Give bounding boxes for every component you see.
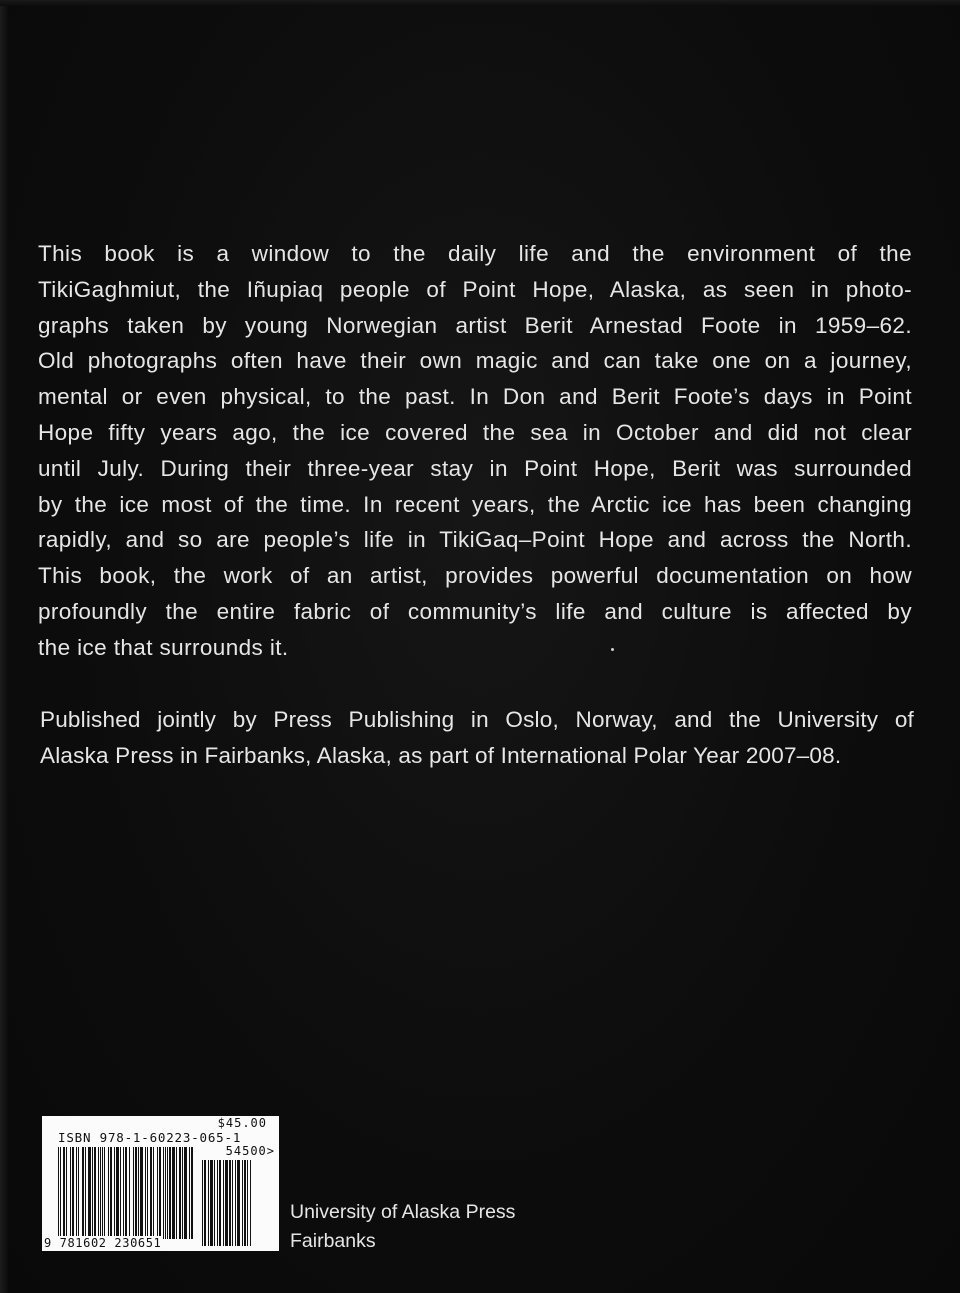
publisher-name: University of Alaska Press bbox=[290, 1201, 516, 1223]
description-line: profoundly the entire fabric of community’s life and culture is affected by bbox=[38, 598, 912, 624]
isbn-barcode-label bbox=[42, 1116, 279, 1251]
price-addon-code: 54500> bbox=[225, 1144, 275, 1158]
description-line: the ice that surrounds it. bbox=[38, 634, 289, 660]
description-line: rapidly, and so are people’s life in TikiGaq–Point Hope and across the North. bbox=[38, 527, 912, 553]
publication-line: Published jointly by Press Publishing in Oslo, Norway, and the University of bbox=[40, 707, 914, 732]
description-line: Hope fifty years ago, the ice covered the sea in October and did not clear bbox=[38, 419, 912, 445]
publisher-imprint bbox=[290, 1198, 515, 1256]
publication-note bbox=[40, 702, 914, 774]
publisher-city: Fairbanks bbox=[290, 1230, 376, 1252]
description-line: TikiGaghmiut, the Iñupiaq people of Point Hope, Alaska, as seen in photo- bbox=[38, 276, 912, 302]
cover-left-edge bbox=[0, 0, 8, 1293]
description-line: This book, the work of an artist, provides powerful documentation on how bbox=[38, 563, 912, 589]
publication-line: Alaska Press in Fairbanks, Alaska, as part of International Polar Year 2007–08. bbox=[40, 742, 842, 768]
dust-speck bbox=[611, 648, 614, 651]
price-label: $45.00 bbox=[217, 1116, 267, 1130]
isbn-number: ISBN 978-1-60223-065-1 bbox=[58, 1130, 242, 1145]
description-line: by the ice most of the time. In recent years, the Arctic ice has been changing bbox=[38, 491, 912, 517]
barcode-digits: 9 781602 230651 bbox=[44, 1236, 162, 1250]
description-line: until July. During their three-year stay in Point Hope, Berit was surrounded bbox=[38, 455, 912, 481]
addon-barcode bbox=[202, 1160, 274, 1246]
description-line: mental or even physical, to the past. In Don and Berit Foote’s days in Point bbox=[38, 384, 912, 410]
description-line: This book is a window to the daily life and the environment of the bbox=[38, 241, 912, 266]
cover-top-edge bbox=[0, 0, 960, 6]
ean-barcode bbox=[58, 1147, 194, 1239]
description-line: graphs taken by young Norwegian artist Berit Arnestad Foote in 1959–62. bbox=[38, 312, 912, 338]
description-line: Old photographs often have their own magic and can take one on a journey, bbox=[38, 348, 912, 374]
description-paragraph bbox=[38, 236, 912, 666]
